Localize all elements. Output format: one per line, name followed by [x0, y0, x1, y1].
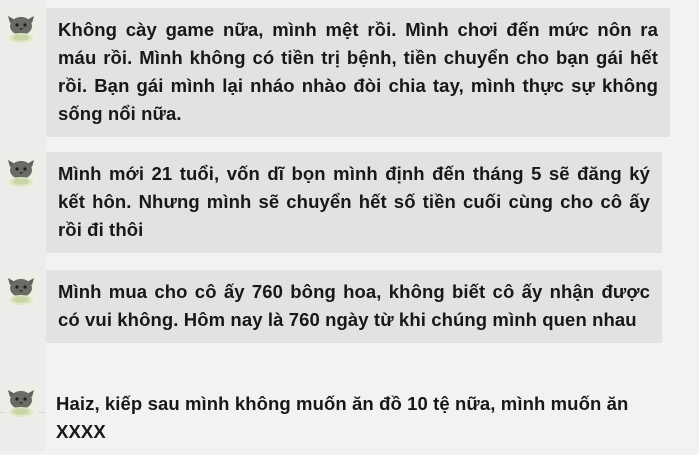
cat-avatar-icon[interactable] — [4, 272, 38, 306]
message-text: Haiz, kiếp sau mình không muốn ăn đồ 10 tệ nữa, mình muốn ăn XXXX — [56, 393, 629, 443]
cat-avatar-icon[interactable] — [4, 154, 38, 188]
message-row[interactable] — [0, 270, 662, 343]
cat-avatar-icon[interactable] — [4, 10, 38, 44]
message-text: Mình mới 21 tuổi, vốn dĩ bọn mình định đến tháng 5 sẽ đăng ký kết hôn. Nhưng mình sẽ chuyển hết số tiền cuối cùng cho cô ấy rồi đi thôi — [46, 152, 662, 253]
message-row[interactable] — [0, 152, 662, 253]
cat-avatar-icon[interactable] — [4, 384, 38, 418]
message-row[interactable] — [0, 382, 668, 455]
message-text: Không cày game nữa, mình mệt rồi. Mình chơi đến mức nôn ra máu rồi. Mình không có tiền trị bệnh, tiền chuyển cho bạn gái hết rồi. Bạn gái mình lại nháo nhào đòi chia tay, mình thực sự không sống nổi nữa. — [46, 8, 670, 137]
message-row[interactable] — [0, 8, 670, 137]
message-text: Mình mua cho cô ấy 760 bông hoa, không biết cô ấy nhận được có vui không. Hôm nay là 760 ngày từ khi chúng mình quen nhau — [46, 270, 662, 343]
